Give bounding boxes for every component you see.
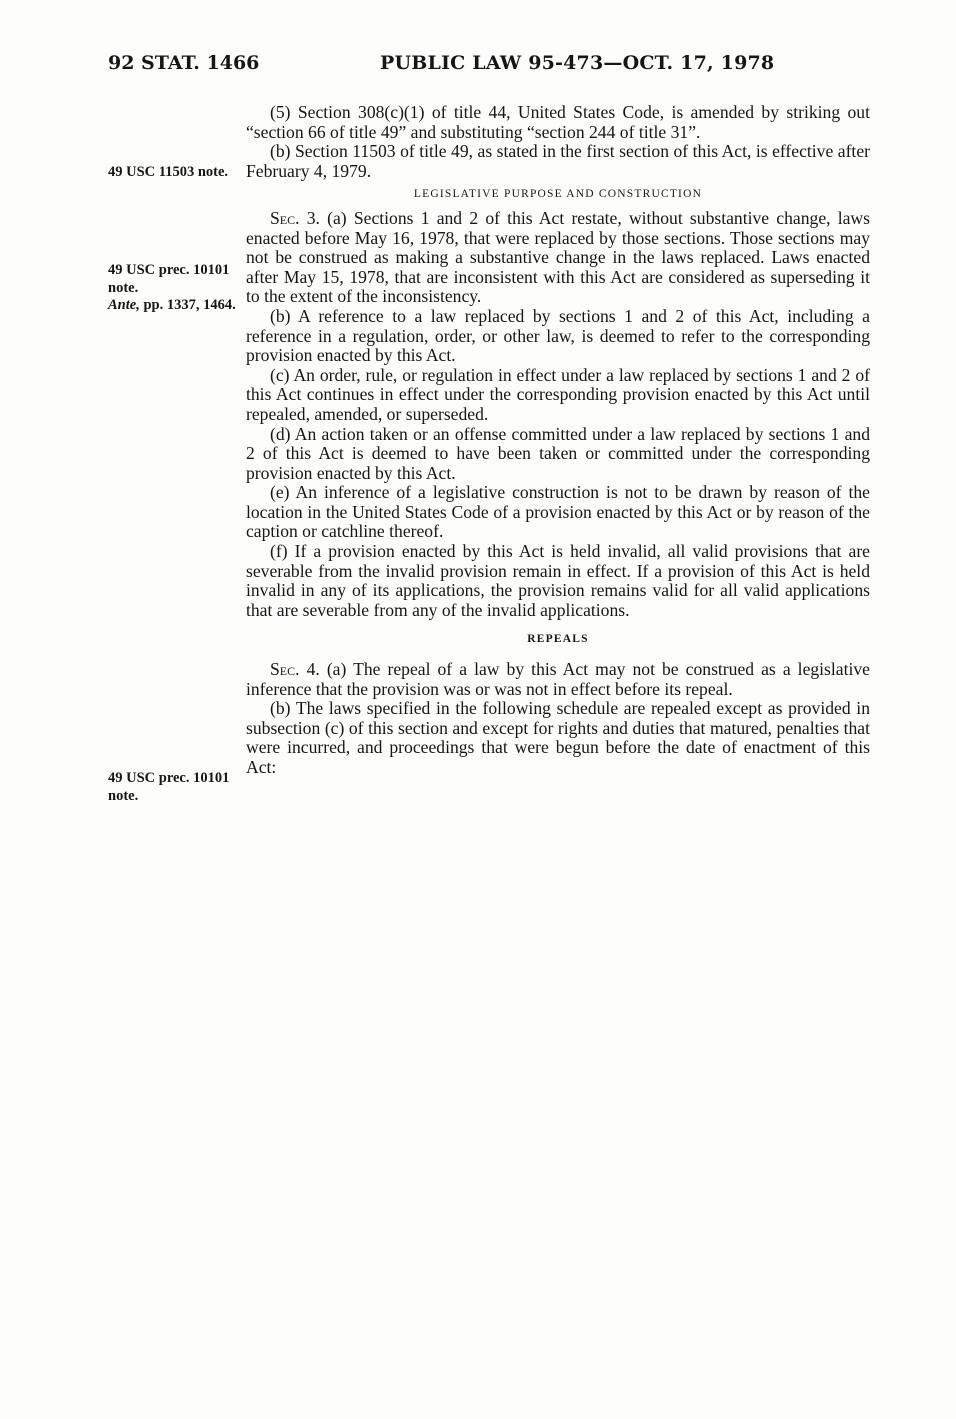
section-4-label: Sec. 4. (270, 659, 320, 680)
heading-repeals: REPEALS (527, 633, 589, 646)
section-4-b: (b) The laws specified in the following schedule are repealed except as provided in subsection (c) of this section and except for rights and duties that matured, penalties that were incurred, and proceedings that were begun before the date of enactment of this Act: (246, 698, 870, 777)
main-text-column (246, 103, 870, 778)
margin-note-ante: Ante, (108, 297, 140, 313)
section-4-a (246, 660, 870, 699)
section-3-c: (c) An order, rule, or regulation in effect under a law replaced by sections 1 and 2 of this Act continues in effect under the corresponding provision enacted by this Act until repealed, amended, or superseded. (246, 364, 870, 424)
margin-note-usc-prec-10101 (108, 262, 238, 315)
margin-note-usc-11503: 49 USC 11503 note. (108, 164, 229, 180)
paragraph-b-effective-date: (b) Section 11503 of title 49, as stated in the first section of this Act, is effective after February 4, 1979. (246, 141, 870, 181)
margin-note-citation: 49 USC prec. 10101 note. (108, 262, 230, 296)
section-3-b: (b) A reference to a law replaced by sections 1 and 2 of this Act, including a reference in a regulation, order, or other law, is deemed to refer to the corresponding provision enacted by this Act. (246, 305, 870, 366)
heading-legislative-purpose: LEGISLATIVE PURPOSE AND CONSTRUCTION (413, 188, 703, 201)
section-3-label: Sec. 3. (270, 207, 320, 228)
section-4-a-text: (a) The repeal of a law by this Act may not be construed as a legislative inference that the provision was or was not in effect before its repeal. (246, 659, 870, 699)
paragraph-5: (5) Section 308(c)(1) of title 44, United States Code, is amended by striking out “section 66 of title 49” and substituting “section 244 of title 31”. (246, 102, 870, 142)
section-3-d: (d) An action taken or an offense committed under a law replaced by sections 1 and 2 of this Act is deemed to have been taken or committed under the corresponding provision enacted by this Act. (246, 423, 870, 483)
margin-note-pages: pp. 1337, 1464. (143, 297, 236, 313)
section-3-a-text: (a) Sections 1 and 2 of this Act restate, without substantive change, laws enacted before May 16, 1978, that were replaced by those sections. Those sections may not be construed as making a substantive change in the laws replaced. Laws enacted after May 15, 1978, that are inconsistent with this Act are considered as superseding it to the extent of the inconsistency. (246, 207, 870, 307)
margin-note-usc-prec-10101-repeals: 49 USC prec. 10101 note. (108, 770, 230, 804)
stat-page-number: 92 STAT. 1466 (108, 52, 260, 74)
page-header (108, 52, 868, 82)
margin-note-ante-reference (108, 297, 238, 315)
public-law-title: PUBLIC LAW 95-473—OCT. 17, 1978 (380, 52, 775, 74)
section-3-e: (e) An inference of a legislative construction is not to be drawn by reason of the location in the United States Code of a provision enacted by this Act or by reason of the caption or catchline thereof. (246, 482, 870, 542)
section-3-f: (f) If a provision enacted by this Act is held invalid, all valid provisions that are severable from the invalid provision remain in effect. If a provision of this Act is held invalid in any of its applications, the provision remains valid for all valid applications that are severable from any of the invalid applications. (246, 541, 870, 620)
section-3-a (246, 209, 870, 307)
